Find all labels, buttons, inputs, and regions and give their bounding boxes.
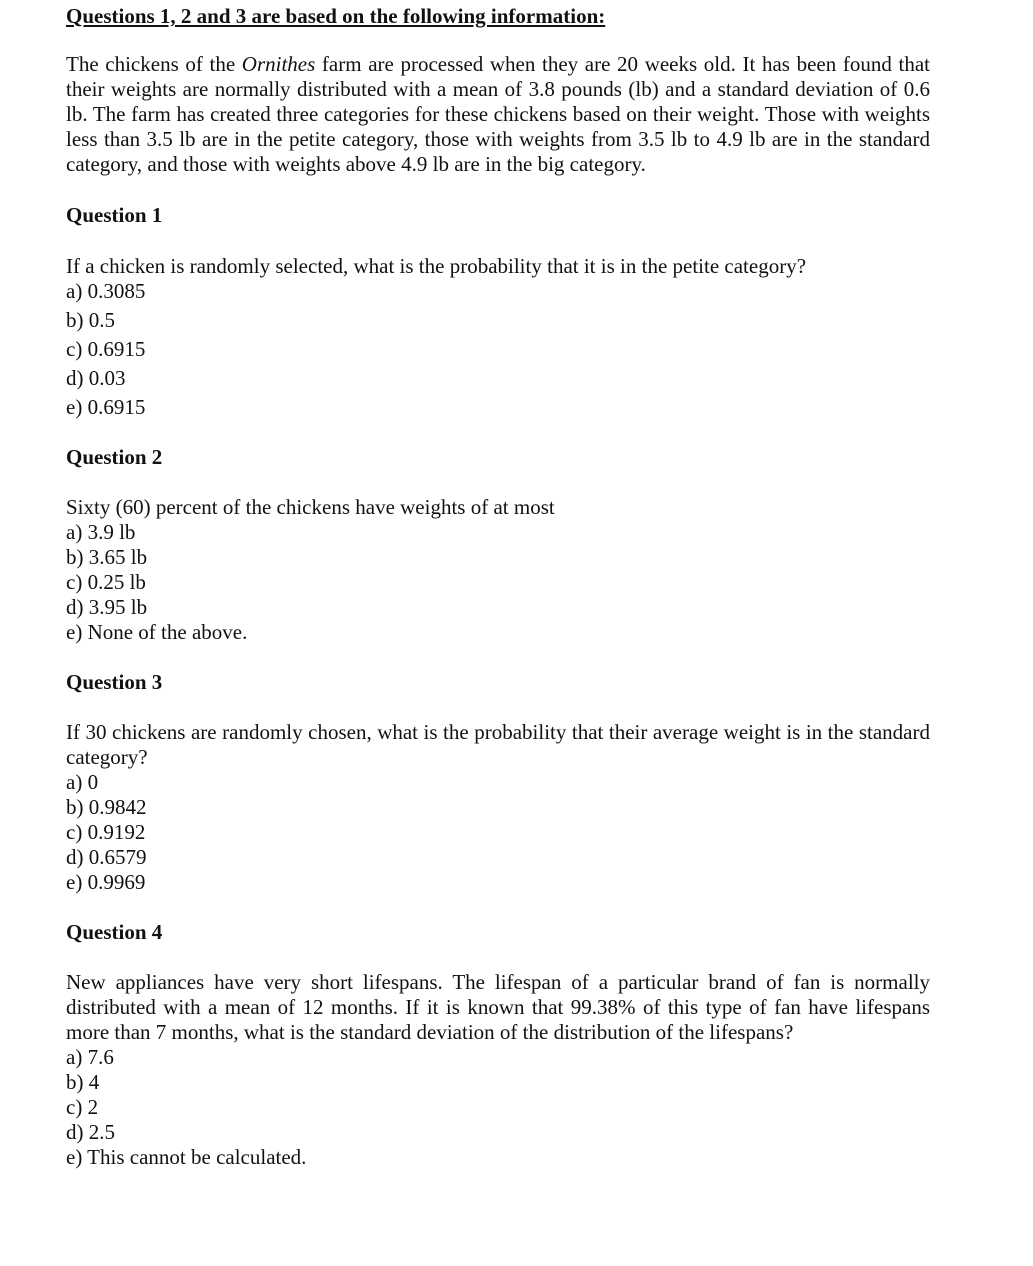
question-4-option-c: c) 2 [66, 1095, 99, 1119]
question-1-text: If a chicken is randomly selected, what is the probability that it is in the petite category? [66, 254, 807, 278]
intro-text-before: The chickens of the [66, 52, 242, 76]
question-1-option-d: d) 0.03 [66, 366, 126, 390]
question-4-title: Question 4 [66, 920, 163, 944]
question-1-option-c: c) 0.6915 [66, 337, 146, 361]
question-4-option-d: d) 2.5 [66, 1120, 115, 1144]
question-3-option-a: a) 0 [66, 770, 99, 794]
question-2-option-a: a) 3.9 lb [66, 520, 136, 544]
question-2-option-e: e) None of the above. [66, 620, 248, 644]
question-1-option-a: a) 0.3085 [66, 279, 146, 303]
intro-paragraph [66, 52, 930, 177]
question-4-text: New appliances have very short lifespans. The lifespan of a particular brand of fan is normally distributed with a mean of 12 months. If it is known that 99.38% of this type of fan have lifespans more than 7 months, what is the standard deviation of the distribution of the lifespans? [66, 970, 930, 1044]
question-4-option-b: b) 4 [66, 1070, 100, 1094]
question-2-title: Question 2 [66, 445, 163, 469]
farm-name: Ornithes [241, 52, 316, 76]
question-2-text: Sixty (60) percent of the chickens have weights of at most [66, 495, 555, 519]
question-2-option-c: c) 0.25 lb [66, 570, 146, 594]
section-header: Questions 1, 2 and 3 are based on the following information: [66, 4, 606, 28]
question-3-text: If 30 chickens are randomly chosen, what is the probability that their average weight is in the standard category? [66, 720, 930, 769]
question-3-option-b: b) 0.9842 [66, 795, 147, 819]
question-1-title: Question 1 [66, 203, 163, 227]
question-3-option-e: e) 0.9969 [66, 870, 146, 894]
question-3-option-c: c) 0.9192 [66, 820, 146, 844]
question-1-option-b: b) 0.5 [66, 308, 115, 332]
question-2-option-b: b) 3.65 lb [66, 545, 148, 569]
question-3-option-d: d) 0.6579 [66, 845, 147, 869]
intro-text-after: farm are processed when they are 20 weeks old. It has been found that their weights are normally distributed with a mean of 3.8 pounds (lb) and a standard deviation of 0.6 lb. The farm has created three categories for these chickens based on their weight. Those with weights less than 3.5 lb are in the petite category, those with weights from 3.5 lb to 4.9 lb are in the standard category, and those with weights above 4.9 lb are in the big category. [66, 52, 930, 176]
question-4-option-a: a) 7.6 [66, 1045, 114, 1069]
question-2-option-d: d) 3.95 lb [66, 595, 148, 619]
question-3-title: Question 3 [66, 670, 163, 694]
question-1-option-e: e) 0.6915 [66, 395, 146, 419]
question-4-option-e: e) This cannot be calculated. [66, 1145, 307, 1169]
